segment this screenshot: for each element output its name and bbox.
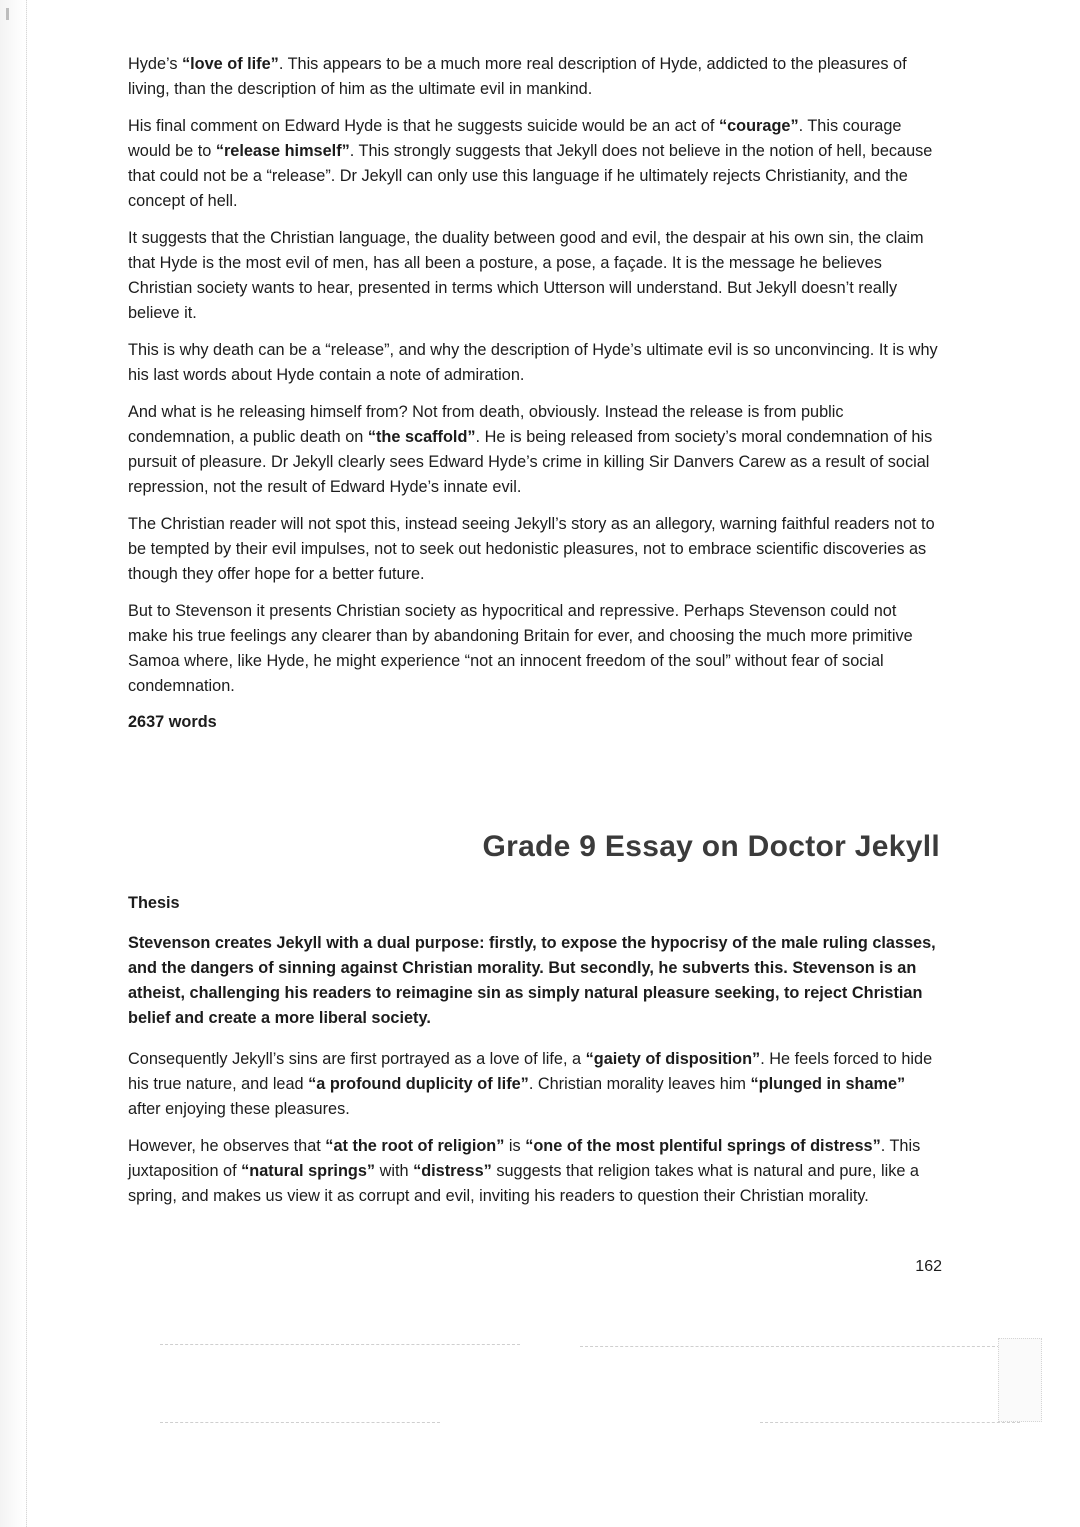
essay-title: Grade 9 Essay on Doctor Jekyll [482,830,940,863]
body-paragraph [128,226,940,326]
scan-edge [0,0,27,1527]
quoted-phrase: “natural springs” [241,1162,376,1180]
text-run: Hyde’s [128,55,182,73]
text-run: after enjoying these pleasures. [128,1100,350,1118]
quoted-phrase: “one of the most plentiful springs of distress” [525,1137,881,1155]
quoted-phrase: “the scaffold” [367,428,476,446]
essay-section [128,1047,940,1209]
quoted-phrase: “gaiety of disposition” [585,1050,761,1068]
text-run: However, he observes that [128,1137,326,1155]
scan-artifact-lines [160,1340,1040,1430]
document-page [128,52,940,1221]
body-paragraph [128,400,940,500]
text-run: . This strongly suggests that Jekyll does not believe in the notion of hell, because that could not be a “release”. Dr Jekyll can only use this language if he ultimately rejects Christianity, and the concept of hell. [128,142,933,210]
scan-line [160,1422,440,1423]
word-count: 2637 words [128,713,217,731]
quoted-phrase: “release himself” [215,142,350,160]
text-run: Consequently Jekyll’s sins are first portrayed as a love of life, a [128,1050,586,1068]
text-run: with [375,1162,414,1180]
text-run: suggests that religion takes what is natural and pure, like a spring, and makes us view it as corrupt and evil, inviting his readers to question their Christian morality. [128,1162,919,1205]
scan-artifact-box [998,1338,1042,1422]
body-paragraph [128,1047,940,1122]
thesis-label: Thesis [128,894,180,912]
body-paragraph [128,338,940,388]
body-paragraph [128,512,940,587]
text-run: . He is being released from society’s moral condemnation of his pursuit of pleasure. Dr Jekyll clearly sees Edward Hyde’s crime in killing Sir Danvers Carew as a result of social repression, not the result of Edward Hyde’s innate evil. [128,428,933,496]
text-run: . This appears to be a much more real description of Hyde, addicted to the pleasures of living, than the description of him as the ultimate evil in mankind. [128,55,907,98]
text-run: . He feels forced to hide his true nature, and lead [128,1050,933,1093]
scan-mark [6,8,9,20]
quoted-phrase: “plunged in shame” [750,1075,906,1093]
quoted-phrase: “at the root of religion” [325,1137,505,1155]
text-run: But to Stevenson it presents Christian society as hypocritical and repressive. Perhaps Stevenson could not make his true feelings any clearer than by abandoning Britain for ever, and choosing the much more primitive Samoa where, like Hyde, he might experience “not an innocent freedom of the soul” without fear of social condemnation. [128,602,913,695]
text-run: And what is he releasing himself from? Not from death, obviously. Instead the release is from public condemnation, a public death on [128,403,844,446]
text-run: . Christian morality leaves him [528,1075,751,1093]
thesis-paragraph: Stevenson creates Jekyll with a dual purpose: firstly, to expose the hypocrisy of the male ruling classes, and the dangers of sinning against Christian morality. But secondly, he subverts this. Stevenson is an atheist, challenging his readers to reimagine sin as simply natural pleasure seeking, to reject Christian belief and create a more liberal society. [128,934,936,1027]
text-run: The Christian reader will not spot this, instead seeing Jekyll’s story as an allegory, warning faithful readers not to be tempted by their evil impulses, not to seek out hedonistic pleasures, not to embrace scientific discoveries as though they offer hope for a better future. [128,515,935,583]
body-paragraph [128,599,940,699]
scan-line [160,1344,520,1345]
quoted-phrase: “love of life” [182,55,279,73]
body-paragraph [128,114,940,214]
page-number: 162 [915,1258,942,1275]
quoted-phrase: “a profound duplicity of life” [308,1075,529,1093]
text-run: It suggests that the Christian language, the duality between good and evil, the despair at his own sin, the claim that Hyde is the most evil of men, has all been a posture, a pose, a façade. It is the message he believes Christian society wants to hear, presented in terms which Utterson will understand. But Jekyll doesn’t really believe it. [128,229,924,322]
text-run: is [504,1137,526,1155]
scan-line [760,1422,1020,1423]
scan-line [580,1346,1000,1347]
quoted-phrase: “distress” [413,1162,492,1180]
body-paragraph [128,1134,940,1209]
quoted-phrase: “courage” [718,117,799,135]
body-paragraph [128,52,940,102]
text-run: His final comment on Edward Hyde is that he suggests suicide would be an act of [128,117,719,135]
text-run: . This juxtaposition of [128,1137,921,1180]
intro-section [128,52,940,699]
text-run: This is why death can be a “release”, and why the description of Hyde’s ultimate evil is so unconvincing. It is why his last words about Hyde contain a note of admiration. [128,341,938,384]
text-run: . This courage would be to [128,117,902,160]
